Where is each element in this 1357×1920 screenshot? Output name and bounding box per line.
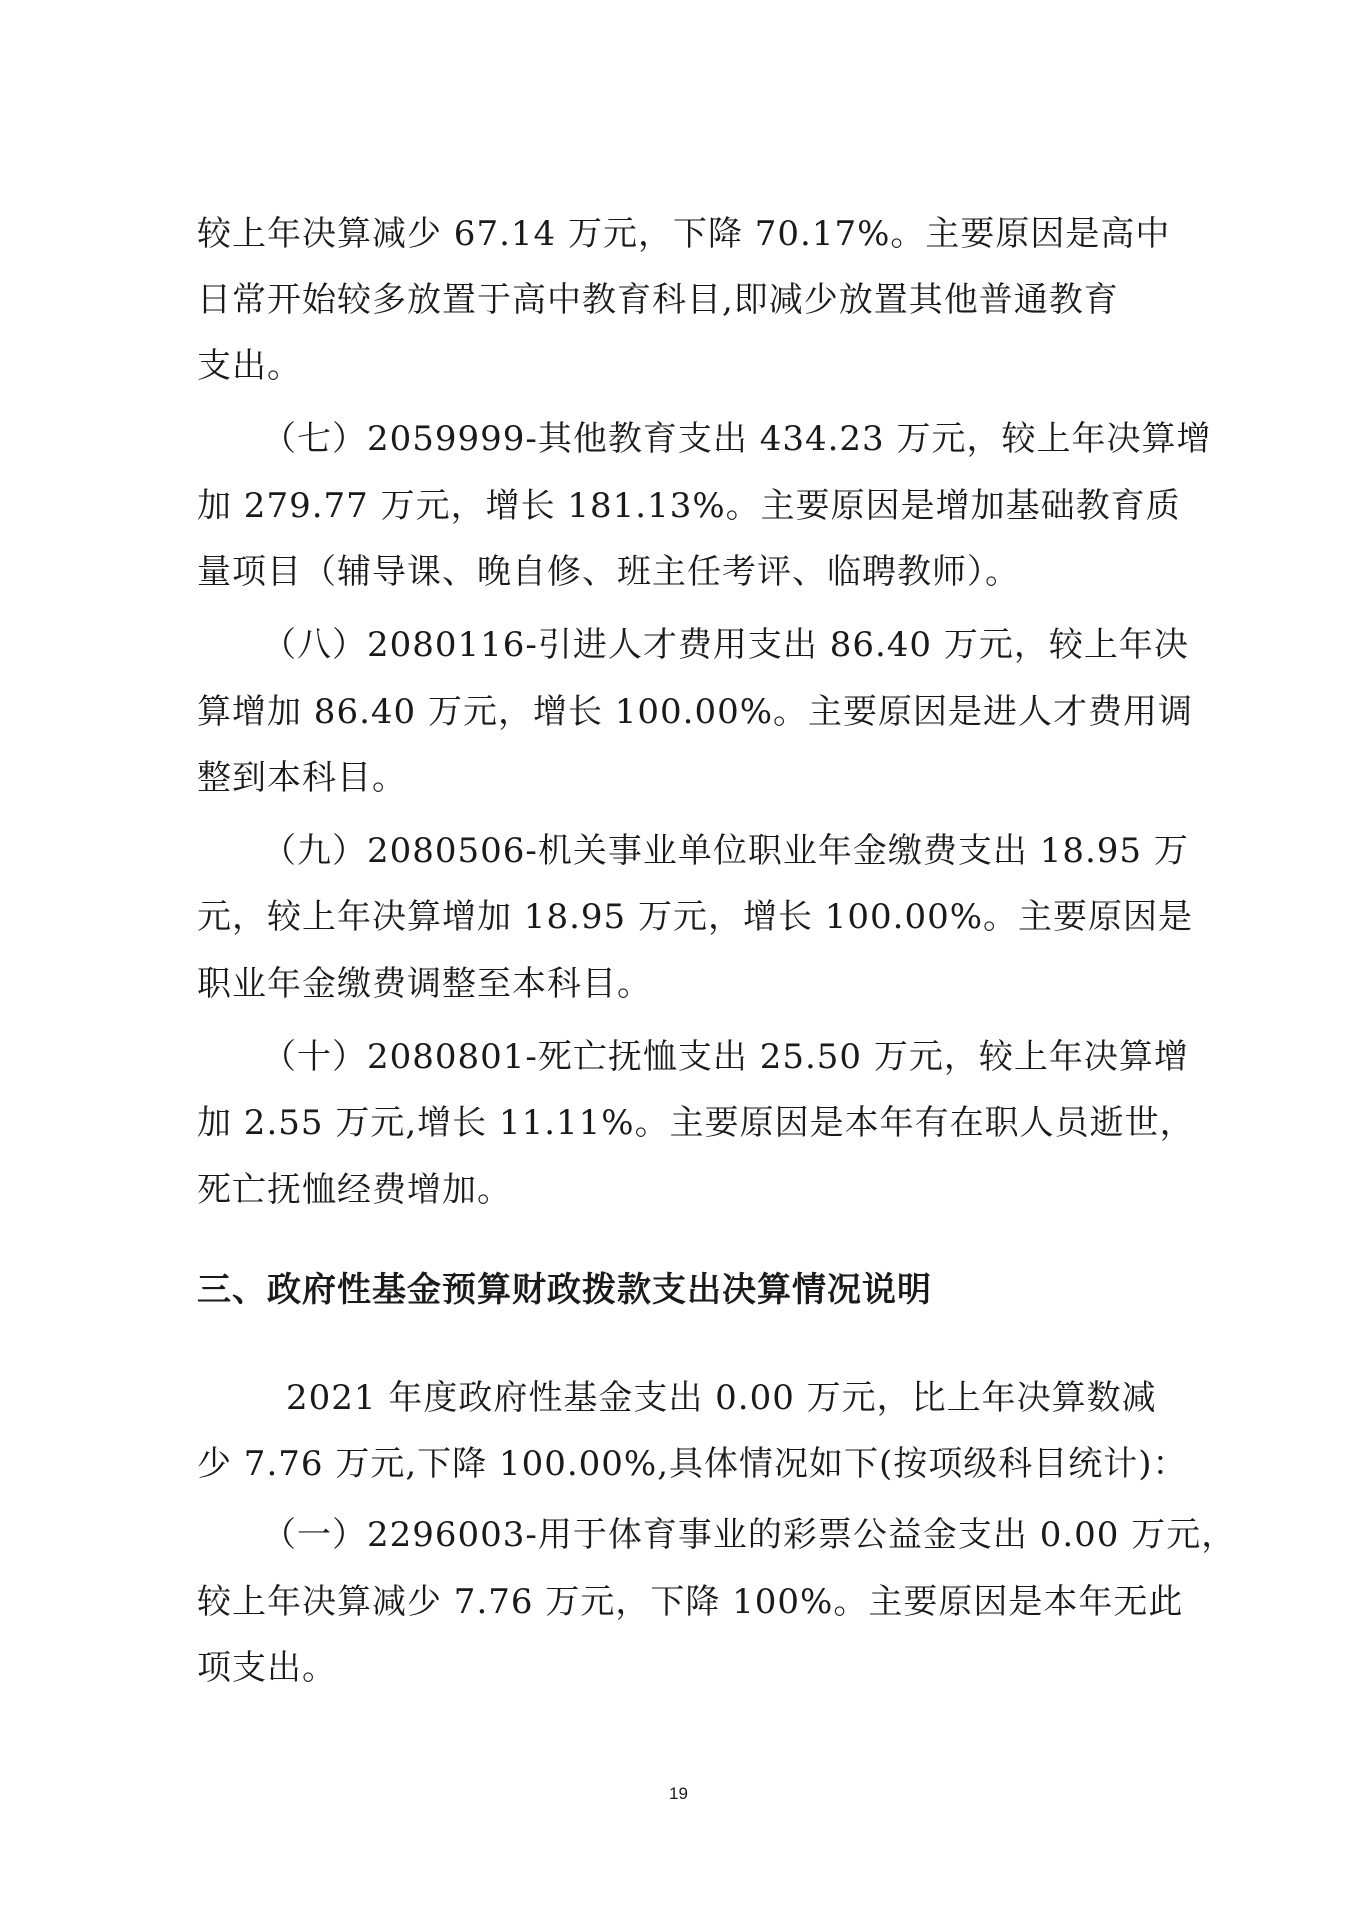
paragraph-line: 整到本科目。 [197, 758, 407, 798]
paragraph-line: 职业年金缴费调整至本科目。 [197, 964, 652, 1004]
paragraph-line: （十）2080801-死亡抚恤支出 25.50 万元，较上年决算增 [262, 1037, 1189, 1077]
paragraph-line: （一）2296003-用于体育事业的彩票公益金支出 0.00 万元， [262, 1515, 1237, 1555]
paragraph-line: （八）2080116-引进人才费用支出 86.40 万元，较上年决 [262, 625, 1189, 665]
paragraph-line: 较上年决算减少 67.14 万元，下降 70.17%。主要原因是高中 [197, 214, 1171, 254]
paragraph-line: 较上年决算减少 7.76 万元，下降 100%。主要原因是本年无此 [197, 1582, 1184, 1622]
paragraph-line: 项支出。 [197, 1648, 337, 1688]
paragraph-line: 支出。 [197, 346, 302, 386]
paragraph-line: 元，较上年决算增加 18.95 万元，增长 100.00%。主要原因是 [197, 897, 1194, 937]
paragraph-line: 日常开始较多放置于高中教育科目,即减少放置其他普通教育 [197, 280, 1119, 320]
paragraph-line: 量项目（辅导课、晚自修、班主任考评、临聘教师）。 [197, 552, 1020, 592]
page-number: 19 [669, 1784, 688, 1803]
paragraph-line: 算增加 86.40 万元，增长 100.00%。主要原因是进人才费用调 [197, 692, 1194, 732]
paragraph-line: 2021 年度政府性基金支出 0.00 万元，比上年决算数减 [286, 1378, 1157, 1418]
paragraph-line: （九）2080506-机关事业单位职业年金缴费支出 18.95 万 [262, 831, 1189, 871]
paragraph-line: （七）2059999-其他教育支出 434.23 万元，较上年决算增 [262, 419, 1212, 459]
paragraph-line: 少 7.76 万元,下降 100.00%,具体情况如下(按项级科目统计)： [197, 1444, 1188, 1484]
section-heading: 三、政府性基金预算财政拨款支出决算情况说明 [197, 1270, 932, 1310]
paragraph-line: 死亡抚恤经费增加。 [197, 1170, 512, 1210]
paragraph-line: 加 279.77 万元，增长 181.13%。主要原因是增加基础教育质 [197, 486, 1181, 526]
paragraph-line: 加 2.55 万元,增长 11.11%。主要原因是本年有在职人员逝世， [197, 1103, 1195, 1143]
